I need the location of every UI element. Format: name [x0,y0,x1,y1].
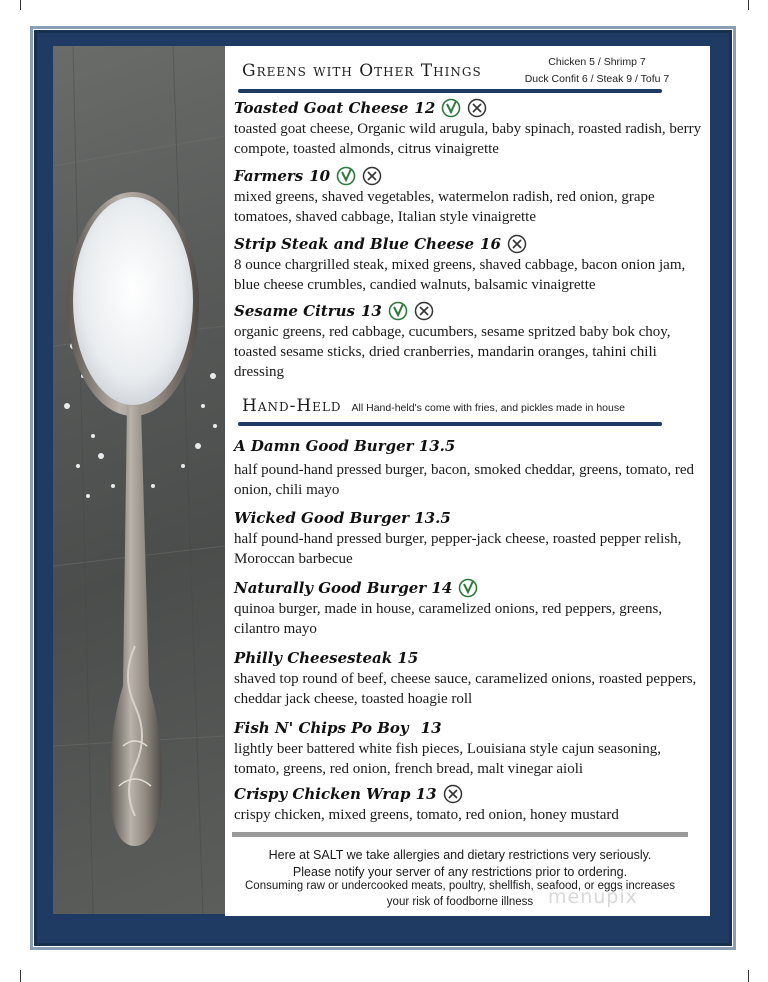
allergy-notice: Here at SALT we take allergies and dietary restrictions very seriously. [268,848,652,862]
crop-mark [20,0,21,10]
item-description: half pound-hand pressed burger, pepper-jack cheese, roasted pepper relish, Moroccan barbecue [234,531,682,567]
item-price: 16 [480,235,501,253]
menu-item [234,577,704,639]
allergy-notice: Please notify your server of any restrictions prior to ordering. [292,865,628,879]
item-description: lightly beer battered white fish pieces, Louisiana style cajun seasoning, tomato, greens, red onion, french bread, malt vinegar aioli [234,741,661,777]
gluten-free-icon [443,784,463,804]
item-name: Farmers [234,167,304,185]
spoon-photo [53,46,225,914]
menu-item [234,783,704,825]
item-price: 12 [414,99,436,117]
item-name: Toasted Goat Cheese [234,99,409,117]
item-name: Sesame Citrus [234,302,355,320]
item-name: Fish N' Chips Po Boy [234,719,409,737]
crop-mark [748,970,749,982]
addons-list [512,54,682,88]
vegetarian-icon [336,166,356,186]
brush-divider [238,89,662,93]
item-name: Strip Steak and Blue Cheese [234,235,475,253]
food-safety-notice: your risk of foodborne illness [386,896,534,908]
addons-line: Duck Confit 6 / Steak 9 / Tofu 7 [524,73,670,85]
item-name: A Damn Good Burger 13.5 [234,437,456,455]
menu-item [234,97,704,159]
crop-mark [748,0,749,10]
item-description: organic greens, red cabbage, cucumbers, sesame spritzed baby bok choy, toasted sesame sticks, dried cranberries, mandarin oranges, tahini chili dressing [234,324,671,380]
section-header-greens [242,61,482,81]
watermark: menupix [548,886,638,908]
menu-item [234,300,704,382]
item-name: Philly Cheesesteak 15 [234,649,419,667]
item-description: quinoa burger, made in house, caramelized onions, red peppers, greens, cilantro mayo [234,601,663,637]
brush-divider [238,422,662,426]
item-price: 13 [361,302,382,320]
gluten-free-icon [414,301,434,321]
gluten-free-icon [507,234,527,254]
item-name: Naturally Good Burger 14 [234,579,453,597]
gluten-free-icon [362,166,382,186]
item-price: 10 [309,167,331,185]
section-header-handheld [242,396,625,416]
vegetarian-icon [441,98,461,118]
menu-item [234,165,704,227]
item-description: 8 ounce chargrilled steak, mixed greens, shaved cabbage, bacon onion jam, blue cheese crumbles, candied walnuts, balsamic vinaigrette [234,257,686,293]
section-note: All Hand-held's come with fries, and pickles made in house [351,402,625,414]
vegetarian-icon [458,578,478,598]
item-name: Wicked Good Burger 13.5 [234,509,451,527]
item-name: Crispy Chicken Wrap 13 [234,785,437,803]
item-description: half pound-hand pressed burger, bacon, smoked cheddar, greens, tomato, red onion, chili mayo [234,462,695,498]
footer-divider [232,832,688,837]
menu-item [234,507,704,569]
food-safety-notice: Consuming raw or undercooked meats, poultry, shellfish, seafood, or eggs increases [245,880,675,892]
item-description: toasted goat cheese, Organic wild arugula, baby spinach, roasted radish, berry compote, toasted almonds, citrus vinaigrette [234,121,702,157]
item-description: crispy chicken, mixed greens, tomato, red onion, honey mustard [234,807,619,823]
menu-item [234,647,704,709]
menu-item [234,717,704,779]
section-title: Greens with Other Things [242,61,482,81]
gluten-free-icon [467,98,487,118]
item-description: mixed greens, shaved vegetables, watermelon radish, red onion, grape tomatoes, shaved cabbage, Italian style vinaigrette [234,189,655,225]
item-description: shaved top round of beef, cheese sauce, caramelized onions, roasted peppers, cheddar jack cheese, toasted hoagie roll [234,671,697,707]
crop-mark [20,970,21,982]
addons-line: Chicken 5 / Shrimp 7 [548,56,646,68]
vegetarian-icon [388,301,408,321]
section-title: Hand-Held [242,396,342,416]
menu-item [234,233,704,295]
item-price: 13 [420,719,442,737]
menu-item [234,435,704,500]
